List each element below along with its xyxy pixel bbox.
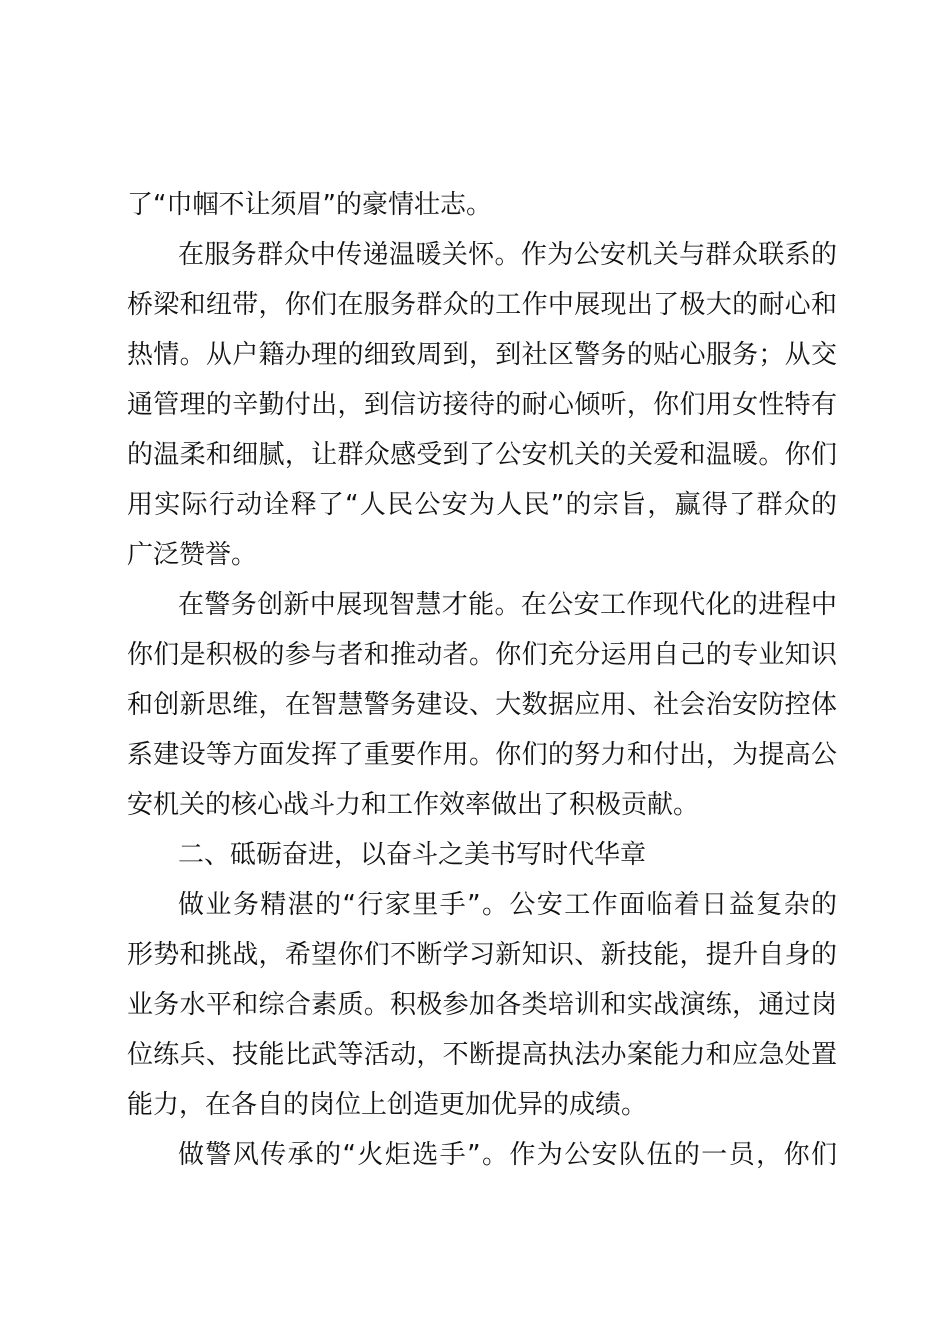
section-heading: 二、砥砺奋进，以奋斗之美书写时代华章 <box>178 840 647 870</box>
paragraph-line: 你们是积极的参与者和推动者。你们充分运用自己的专业知识 <box>127 640 837 670</box>
paragraph-line: 广泛赞誉。 <box>127 540 258 570</box>
paragraph-line: 业务水平和综合素质。积极参加各类培训和实战演练，通过岗 <box>127 990 837 1020</box>
paragraph-line: 能力，在各自的岗位上创造更加优异的成绩。 <box>127 1090 648 1120</box>
paragraph-line: 的温柔和细腻，让群众感受到了公安机关的关爱和温暖。你们 <box>127 440 837 470</box>
paragraph-line: 桥梁和纽带，你们在服务群众的工作中展现出了极大的耐心和 <box>127 290 837 320</box>
paragraph-line: 通管理的辛勤付出，到信访接待的耐心倾听，你们用女性特有 <box>127 390 837 420</box>
paragraph-line: 位练兵、技能比武等活动，不断提高执法办案能力和应急处置 <box>127 1040 837 1070</box>
paragraph-line: 做业务精湛的“行家里手”。公安工作面临着日益复杂的 <box>178 890 837 920</box>
paragraph-line: 了“巾帼不让须眉”的豪情壮志。 <box>127 190 492 220</box>
paragraph-line: 形势和挑战，希望你们不断学习新知识、新技能，提升自身的 <box>127 940 837 970</box>
paragraph-line: 和创新思维，在智慧警务建设、大数据应用、社会治安防控体 <box>127 690 837 720</box>
paragraph-line: 在警务创新中展现智慧才能。在公安工作现代化的进程中 <box>178 590 837 620</box>
paragraph-line: 安机关的核心战斗力和工作效率做出了积极贡献。 <box>127 790 700 820</box>
paragraph-line: 用实际行动诠释了“人民公安为人民”的宗旨，赢得了群众的 <box>127 490 837 520</box>
paragraph-line: 做警风传承的“火炬选手”。作为公安队伍的一员，你们 <box>178 1140 837 1170</box>
paragraph-line: 热情。从户籍办理的细致周到，到社区警务的贴心服务；从交 <box>127 340 837 370</box>
paragraph-line: 在服务群众中传递温暖关怀。作为公安机关与群众联系的 <box>178 240 837 270</box>
paragraph-line: 系建设等方面发挥了重要作用。你们的努力和付出，为提高公 <box>127 740 837 770</box>
